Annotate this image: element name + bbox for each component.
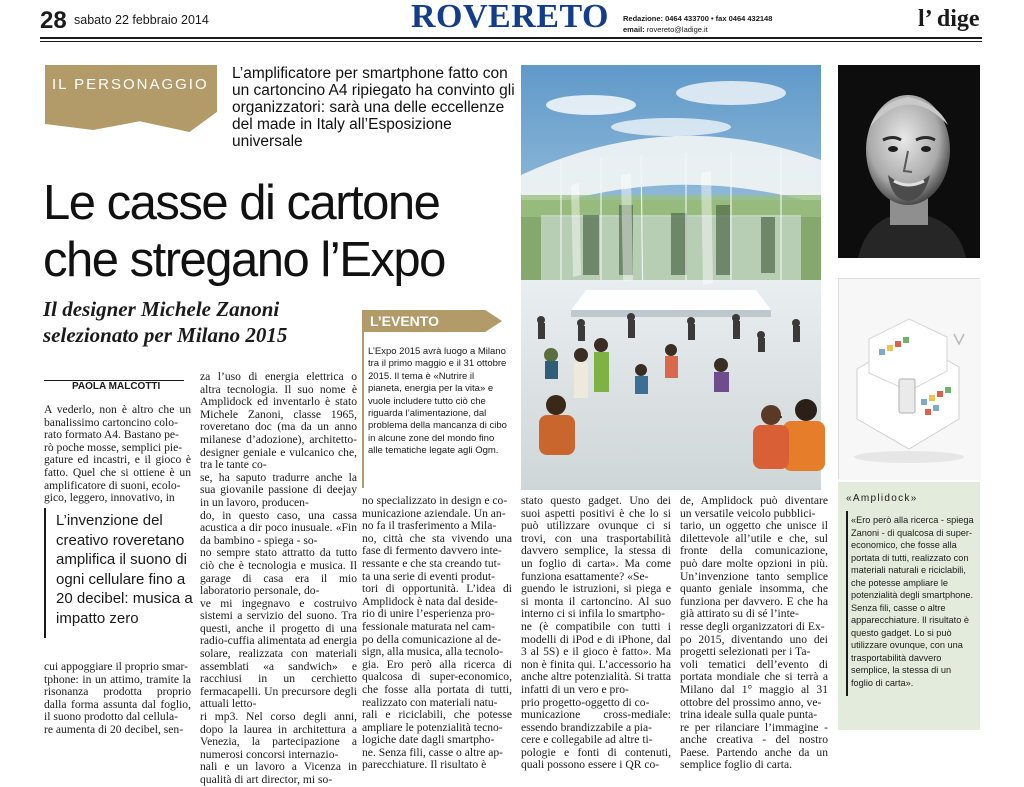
- contact-email-row: [623, 24, 772, 35]
- kicker-label: IL PERSONAGGIO: [52, 76, 209, 93]
- subheadline-line-1: Il designer Michele Zanoni: [43, 297, 280, 321]
- designer-portrait: [838, 65, 980, 258]
- header-rule: [40, 37, 982, 39]
- headline-line-2: che stregano l’Expo: [43, 233, 445, 287]
- subheadline: [43, 296, 363, 348]
- newspaper-logo: l’ dige: [918, 6, 980, 32]
- expo-pavilion-photo: [521, 65, 821, 490]
- article-column-1-continued: cui appoggiare il proprio smar- tphone: in un attimo, tramite la risonanza prodotta proprio dalla forma assunta dal foglio, il suono prodotto dal cellula- re aumenta di 20 decibel, sen-: [44, 660, 191, 736]
- contact-info: [623, 13, 772, 35]
- headline-line-1: Le casse di cartone: [43, 176, 440, 230]
- contact-email-label: email:: [623, 25, 645, 34]
- article-summary: L’amplificatore per smartphone fatto con un cartoncino A4 ripiegato ha convinto gli organizzatori: sarà una delle eccellenze del made in Italy all’Esposizione universale: [232, 65, 515, 150]
- evento-rule: [362, 332, 364, 488]
- sidebar-title: «Amplidock»: [846, 493, 918, 504]
- contact-email: rovereto@ladige.it: [646, 25, 708, 34]
- section-title: ROVERETO: [411, 0, 609, 35]
- contact-phone: Redazione: 0464 433700 • fax 0464 432148: [623, 14, 773, 23]
- article-column-1: A vederlo, non è altro che un banalissimo cartoncino colo- rato formato A4. Bastano pe- rò poche mosse, semplici pie- gature ed incastri, e il gioco è fatto. Quel che si ottiene è un amplificatore di suoni, ecolo- gico, leggero, innovativo, in: [44, 403, 191, 505]
- article-column-2: za l’uso di energia elettrica o altra tecnologia. Il suo nome è Amplidock ed inventarlo è stato Michele Zanoni, classe 1965, roveretano doc (ma da un anno milanese d’adozione), architetto-designer geniale e vulcanico che, tra le tante co- se, ha saputo tradurre anche la sua giovanile passione di deejay in un lavoro, producen- do, in questo caso, una cassa acustica a dir poco inusuale. «Fin da bambino - spiega - so- no sempre stato attratto da tutto ciò che è tecnologia e musica. Il garage di casa era il mio laboratorio personale, do- ve mi ingegnavo e costruivo sistemi a servizio del suono. Tra questi, anche il progetto di una radio-cuffia alimentata ad energia solare, realizzata con materiali assemblati «a sandwich» e racchiusi in un cerchietto fermacapelli. Un precursore degli attuali letto- ri mp3. Nel corso degli anni, dopo la laurea in architettura a Venezia, la partecipazione a numerosi concorsi internazio- nali e un lavoro a Vicenza in qualità di art director, mi so-: [200, 370, 357, 786]
- header-rule-thin: [40, 41, 982, 42]
- evento-label: L’EVENTO: [370, 313, 439, 329]
- amplidock-product-photo: [838, 278, 980, 479]
- article-column-3: no specializzato in design e co- municazione aziendale. Un an- no fa il trasferimento a Mila- no, città che sta vivendo una fase di fermento davvero inte- ressante e che sta creando tut- ta una serie di eventi produt- tori di opportunità. L’idea di Amplidock è nata dal deside- rio di unire l’esperienza pro- fessionale maturata nel cam- po della comunicazione al de- sign, alla musica, alla tecnolo- gia. Ero però alla ricerca di qualcosa di super-economico, che fosse alla portata di tutti, realizzato con materiali natu- rali e riciclabili, che potesse ampliare le potenzialità tecno- logiche date dagli smartpho- ne. Senza fili, casse o altre ap- parecchiature. Il risultato è: [362, 494, 512, 772]
- pullquote: L’invenzione del creativo roveretano amplifica il suono di ogni cellulare fino a 20 decibel: musica a impatto zero: [56, 512, 193, 627]
- subheadline-line-2: selezionato per Milano 2015: [43, 323, 288, 347]
- sidebar-rule: [846, 511, 848, 696]
- article-column-5: de, Amplidock può diventare un versatile veicolo pubblici- tario, un oggetto che unisce il dilettevole all’utile e che, sul fronte della comunicazione, può dare molte opzioni in più. Un’invenzione tanto semplice quanto geniale insomma, che funziona per davvero. E che ha già attirato su di sé l’inte- resse degli organizzatori di Ex- po 2015, diventando uno dei progetti selezionati per i Ta- voli tematici dell’evento di portata mondiale che si terrà a Milano dal 1° maggio al 31 ottobre del prossimo anno, ve- trina ideale sulla quale punta- re per rilanciare l’immagine - anche creativa - del nostro Paese. Partendo anche da un semplice foglio di carta.: [680, 494, 828, 772]
- issue-date: sabato 22 febbraio 2014: [74, 13, 209, 27]
- pullquote-rule: [44, 508, 46, 638]
- byline: PAOLA MALCOTTI: [72, 381, 161, 392]
- evento-text: L’Expo 2015 avrà luogo a Milano tra il primo maggio e il 31 ottobre 2015. Il tema è «Nutrire il pianeta, energia per la vita» e vuole includere tutto ciò che riguarda l’alimentazione, dal problema della mancanza di cibo in alcune zone del mondo fino alle tematiche legate agli Ogm.: [368, 346, 507, 457]
- sidebar-quote: «Ero però alla ricerca - spiega Zanoni - di qualcosa di super-economico, che fosse alla portata di tutti, realizzato con materiali naturali e riciclabili, che potesse ampliare le potenzialità degli smartphone. Senza fili, casse o altre apparecchiature. Il risultato è questo gadget. Lo si può utilizzare ovunque, con una trasportabilità davvero semplice, la stessa di un foglio di carta».: [851, 515, 974, 688]
- headline: [43, 175, 523, 289]
- page-number: 28: [40, 7, 67, 34]
- article-column-4: stato questo gadget. Uno dei suoi aspetti positivi è che lo si può utilizzare ovunque ci si trovi, con una trasportabilità davvero semplice, la stessa di un foglio di carta». Ma come funziona esattamente? «Se- guendo le istruzioni, si piega e si monta il cartoncino. Al suo interno ci si infila lo smartpho- ne (è compatibile con tutti i modelli di iPod e di iPhone, dal 3 al 5S) e il gioco è fatto». Ma non è finita qui. L’accessorio ha anche altre potenzialità. Si tratta infatti di un vero e pro- prio progetto-oggetto di co- municazione cross-mediale: essendo brandizzabile a pia- cere e collegabile ad altre ti- pologie e fonti di contenuti, quali possono essere i QR co-: [521, 494, 671, 772]
